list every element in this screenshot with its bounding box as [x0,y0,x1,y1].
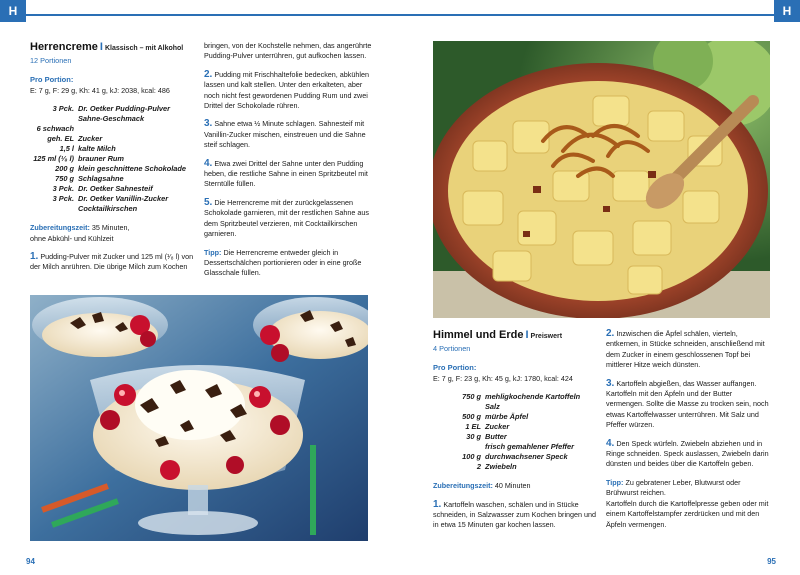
ingredient-name: Butter [485,432,507,442]
ingredient-row [433,432,597,442]
recipe-column-1-right [433,329,597,531]
pro-portion-label-right: Pro Portion: [433,363,477,373]
ingredient-row [30,124,194,134]
ingredient-row [30,194,194,204]
ingredient-qty [433,442,485,452]
pro-portion-label: Pro Portion: [30,75,74,85]
ingredient-row [433,412,597,422]
step-1-right: 1. Kartoffeln waschen, schälen und in Stücke schneiden, in Salzwasser zum Kochen bringen und in etwa 15 Minuten gar kochen lassen. [433,498,597,530]
ingredient-row [433,452,597,462]
nutrition-info-right: E: 7 g, F: 23 g, Kh: 45 g, kJ: 1780, kcal: 424 [433,373,573,383]
ingredient-qty: 125 ml (¹⁄₈ l) [33,154,74,164]
ingredient-qty: 3 Pck. [52,184,74,194]
ingredient-list [30,104,194,214]
ingredient-qty: 6 schwach [36,124,74,134]
ingredient-qty: 3 Pck. [52,104,74,114]
ingredient-name: Schlagsahne [78,174,124,184]
page-number-left: 94 [26,557,35,566]
section-tab-left: H [0,0,26,22]
recipe-title: Herrencreme I Klassisch – mit Alkohol [30,41,184,53]
ingredient-name: frisch gemahlener Pfeffer [485,442,574,452]
himmel-und-erde-photo [433,41,770,318]
ingredient-row [30,154,194,164]
recipe-column-2-right [606,329,772,530]
ingredient-qty: 100 g [462,452,481,462]
header-rule-left [26,14,400,16]
ingredient-name: Zucker [485,422,510,432]
recipe-column-1 [30,41,194,273]
step-4-right: 4. Den Speck würfeln. Zwiebeln abziehen und in Ringe schneiden. Speck auslassen, Zwiebeln darin dünsten und beides über die Kartoffeln geben. [606,437,769,469]
step-1-continued: bringen, von der Kochstelle nehmen, das angerührte Pudding-Pulver unterrühren, gut aufkochen lassen. [204,41,372,61]
ingredient-name: mürbe Äpfel [485,412,529,422]
ingredient-qty: 750 g [55,174,74,184]
recipe-portions: 12 Portionen [30,56,72,65]
ingredient-qty: 200 g [55,164,74,174]
ingredient-qty: 3 Pck. [52,194,74,204]
ingredient-name: brauner Rum [78,154,124,164]
ingredient-name [78,124,194,134]
prep-time: Zubereitungszeit: 35 Minuten, ohne Abkühl- und Kühlzeit [30,223,130,243]
ingredient-qty: 30 g [466,432,481,442]
ingredient-name: durchwachsener Speck [485,452,568,462]
ingredient-row [30,104,194,114]
ingredient-name: Zucker [78,134,103,144]
step-5: 5. Die Herrencreme mit der zurückgelassenen Schokolade garnieren, mit der restlichen Sahne aus dem Spritzbeutel verzieren, mit Cocktailkirschen garnieren. [204,196,370,239]
ingredient-name: Sahne-Geschmack [78,114,145,124]
ingredient-name: Zwiebeln [485,462,517,472]
ingredient-row [433,442,597,452]
recipe-title-right: Himmel und Erde I Preiswert [433,329,563,341]
ingredient-qty: 500 g [462,412,481,422]
ingredient-name: Salz [485,402,500,412]
step-2-right: 2. Inzwischen die Äpfel schälen, vierteln, entkernen, in Stücke schneiden, anschließend mit dem Zucker in einem geschlossenen Topf bei mittlerer Hitze weich dünsten. [606,328,765,370]
ingredient-qty [30,114,78,124]
ingredient-row [30,134,194,144]
ingredient-qty: 1 EL [465,422,481,432]
ingredient-list-right [433,392,597,472]
ingredient-row [30,184,194,194]
step-1: 1. Pudding-Pulver mit Zucker und 125 ml (¹⁄₈ l) von der Milch anrühren. Die übrige Milch zum Kochen [30,251,194,272]
ingredient-qty: geh. EL [47,134,74,144]
header-rule-right [400,14,774,16]
recipe-column-2 [204,41,372,279]
ingredient-name: Dr. Oetker Sahnesteif [78,184,153,194]
ingredient-row [30,174,194,184]
ingredient-qty: 2 [476,462,481,472]
ingredient-qty [30,204,78,214]
step-2: 2. Pudding mit Frischhaltefolie bedecken, abkühlen lassen und kalt stellen. Unter den erkalteten, aber noch nicht fest gewordenen Pudding Rum und zwei Drittel der Schokolade rühren. [204,68,369,111]
ingredient-row [30,144,194,154]
recipe-portions-right: 4 Portionen [433,344,471,353]
ingredient-name: klein geschnittene Schokolade [78,164,187,174]
ingredient-row [433,462,597,472]
ingredient-name: kalte Milch [78,144,116,154]
step-3-right: 3. Kartoffeln abgießen, das Wasser auffangen. Kartoffeln mit den Äpfeln und der Butter vermengen. Sollte die Masse zu trocken sein, noch etwas Kartoffelwasser unterrühren. Mit Salz und Pfeffer würzen. [606,377,769,430]
nutrition-info: E: 7 g, F: 29 g, Kh: 41 g, kJ: 2038, kcal: 486 [30,85,170,95]
ingredient-row [30,114,194,124]
step-4: 4. Etwa zwei Drittel der Sahne unter den Pudding heben, die restliche Sahne in einen Spritzbeutel mit Sterntülle füllen. [204,157,368,189]
ingredient-qty: 1,5 l [59,144,74,154]
ingredient-row [30,164,194,174]
ingredient-row [433,402,597,412]
ingredient-name: Cocktailkirschen [78,204,138,214]
ingredient-qty [433,402,485,412]
tip: Tipp: Die Herrencreme entweder gleich in Dessertschälchen portionieren oder in eine große Glasschale füllen. [204,247,362,278]
page-number-right: 95 [767,557,776,566]
section-tab-right: H [774,0,800,22]
right-page [400,0,800,575]
tip-right: Tipp: Zu gebratener Leber, Blutwurst oder Brühwurst reichen. Kartoffeln durch die Kartoffelpresse geben oder mit einem Kartoffelstampfer zerdrücken und mit den Äpfeln vermengen. [606,477,769,529]
ingredient-row [30,204,194,214]
ingredient-row [433,422,597,432]
ingredient-row [433,392,597,402]
ingredient-name: Dr. Oetker Vanillin-Zucker [78,194,169,204]
dessert-photo [30,295,368,541]
ingredient-qty: 750 g [462,392,481,402]
step-3: 3. Sahne etwa ½ Minute schlagen. Sahnesteif mit Vanillin-Zucker mischen, einstreuen und die Sahne steif schlagen. [204,118,366,150]
ingredient-name: Dr. Oetker Pudding-Pulver [78,104,170,114]
prep-time-right: Zubereitungszeit: 40 Minuten [433,481,531,491]
ingredient-name: mehligkochende Kartoffeln [485,392,581,402]
